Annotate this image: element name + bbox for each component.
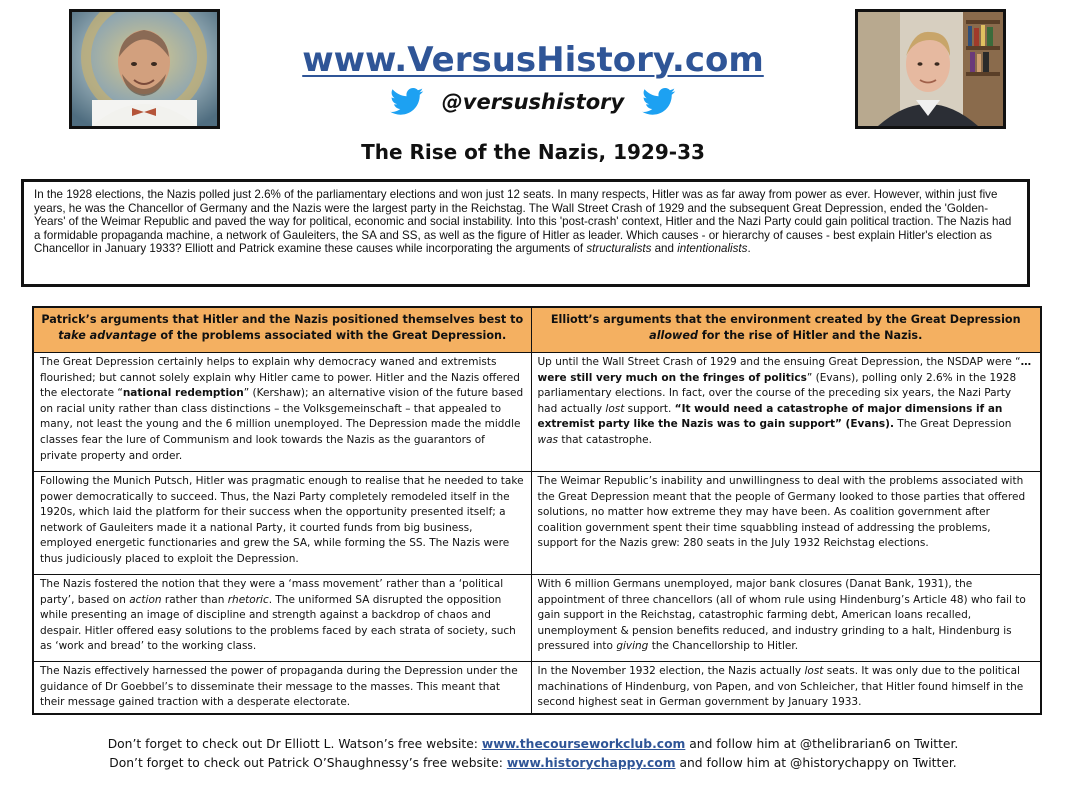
- e3-b: giving: [616, 640, 649, 653]
- header-patrick: [33, 307, 531, 353]
- intro-box: [21, 179, 1030, 287]
- p3-b: action: [129, 593, 162, 606]
- p3-e: . The uniformed SA disrupted the opposition while presenting an image of discipline and strength against a backdrop of chaos and despair. Hitler offered easy solutions to the problems faced by each strata of society, such as ‘work and bread’ to the working class.: [40, 593, 516, 653]
- patrick-argument-4: The Nazis effectively harnessed the power of propaganda during the Depression under the guidance of Dr Goebbel’s to disseminate their message to the masses. This meant that their message gained traction with a desperate electorate.: [33, 662, 531, 714]
- footer2-post: and follow him at @historychappy on Twitter.: [675, 756, 957, 770]
- page-title: The Rise of the Nazis, 1929-33: [361, 140, 705, 164]
- e1-c: ” (Evans), polling only 2.6% in the 1928 parliamentary elections. In fact, over the course of the preceding six years, the Nazi Party had actually: [537, 371, 1017, 415]
- p1-b: national redemption: [122, 387, 244, 400]
- intro-text: In the 1928 elections, the Nazis polled just 2.6% of the parliamentary elections and won just 12 seats. In many respects, Hitler was as far away from power as ever. However, within just five years, he was the Chancellor of Germany and the Nazis were the largest party in the Reichstag. The Wall Street Crash of 1929 and the subsequent Great Depression, ended the 'Golden-Years' of the Weimar Republic and paved the way for political, economic and social instability. Into this 'post-crash' context, Hitler and the Nazi Party could gain political traction. The Nazis had a formidable propaganda machine, a network of Gauleiters, the SA and SS, as well as the figure of Hitler as leader. Which causes - or hierarchy of causes - best explain Hitler's election as Chancellor in January 1933? Elliott and Patrick examine these causes while incorporating the arguments of: [34, 188, 1012, 256]
- e1-g: The Great Depression: [893, 418, 1012, 431]
- e1-f: “It would need a catastrophe of major dimensions if an extremist party like the Nazis was to gain support” (Evans).: [537, 402, 1003, 431]
- twitter-handle-row: [0, 88, 1066, 116]
- header-elliott-rest: for the rise of Hitler and the Nazis.: [697, 329, 923, 342]
- elliott-argument-3: [531, 575, 1041, 662]
- p3-d: rhetoric: [227, 593, 269, 606]
- twitter-bird-icon: [390, 88, 424, 116]
- elliott-argument-2: The Weimar Republic’s inability and unwillingness to deal with the problems associated with the Great Depression meant that the people of Germany looked to those parties that offered solutions, no matter how extreme they may have been. As coalition government after coalition government spent their time squabbling instead of addressing the problems, support for the Nazis grew: 280 seats in the July 1932 Reichstag elections.: [531, 472, 1041, 575]
- intro-text-between: and: [651, 242, 678, 256]
- e4-a: In the November 1932 election, the Nazis actually: [537, 665, 805, 677]
- site-title[interactable]: [0, 40, 1066, 80]
- p3-c: rather than: [161, 593, 228, 606]
- elliott-argument-4: [531, 662, 1041, 714]
- p1-a: The Great Depression certainly helps to explain why democracy waned and extremists flourished; but cannot solely explain why Hitler came to power. Hitler and the Nazis offered the electorate “: [40, 356, 520, 400]
- e3-a: With 6 million Germans unemployed, major bank closures (Danat Bank, 1931), the appointment of three chancellors (all of whom rule using Hindenburg’s Article 48) who fail to gain support in the Reichstag, catastrophic farming debt, American loans recalled, unemployment & pension benefits reduced, and industry grinding to a halt, Hindenburg is pressured into: [537, 578, 1026, 653]
- intro-text-end: .: [747, 242, 751, 256]
- e3-c: the Chancellorship to Hitler.: [648, 640, 799, 653]
- intro-em-intentionalists: intentionalists: [677, 242, 748, 256]
- e1-a: Up until the Wall Street Crash of 1929 and the ensuing Great Depression, the NSDAP were “: [537, 356, 1021, 368]
- header-patrick-line1: Patrick’s arguments that Hitler and the Nazis positioned themselves best to: [41, 313, 524, 326]
- site-title-text[interactable]: www.VersusHistory.com: [302, 40, 764, 80]
- footer1-pre: Don’t forget to check out Dr Elliott L. Watson’s free website:: [107, 737, 482, 751]
- table-row: [33, 472, 1041, 575]
- thecourseworkclub-link[interactable]: www.thecourseworkclub.com: [481, 737, 686, 751]
- header-patrick-em: take advantage: [58, 329, 157, 342]
- header-elliott-em: allowed: [649, 329, 698, 342]
- header-elliott-line1: Elliott’s arguments that the environment created by the Great Depression: [550, 313, 1021, 326]
- e4-c: seats. It was only due to the political machinations of Hindenburg, von Papen, and von Schleicher, that Hitler found himself in the second highest seat in German government by January 1933.: [537, 665, 1024, 709]
- patrick-argument-1: [33, 353, 531, 472]
- table-row: [33, 575, 1041, 662]
- p1-c: ” (Kershaw); an alternative vision of the future based on racial unity rather than class distinctions – the Volksgemeinschaft – that appealed to many, not least the young and the 6 million unemployed. The Depression made the middle classes fear the lure of Communism and look towards the Nazis as the guarantors of private property and order.: [40, 387, 524, 462]
- header-elliott: [531, 307, 1041, 353]
- table-row: [33, 662, 1041, 714]
- table-header-row: [33, 307, 1041, 353]
- twitter-bird-icon: [642, 88, 676, 116]
- e1-e: support.: [624, 402, 675, 415]
- e1-d: lost: [605, 402, 625, 415]
- table-row: [33, 353, 1041, 472]
- e1-i: that catastrophe.: [558, 433, 652, 446]
- patrick-argument-3: [33, 575, 531, 662]
- footer1-post: and follow him at @thelibrarian6 on Twitter.: [685, 737, 959, 751]
- intro-em-structuralists: structuralists: [586, 242, 652, 256]
- header-patrick-rest: of the problems associated with the Great Depression.: [156, 329, 507, 342]
- e4-b: lost: [804, 665, 824, 677]
- twitter-handle[interactable]: @versushistory: [441, 90, 625, 114]
- footer-line-elliott: [0, 737, 1066, 751]
- elliott-argument-1: [531, 353, 1041, 472]
- e1-h: was: [537, 433, 558, 446]
- patrick-argument-2: Following the Munich Putsch, Hitler was pragmatic enough to realise that he needed to take power democratically to succeed. Thus, the Nazi Party completely remodeled itself in the 1920s, which laid the platform for their success when the opportunity presented itself; a network of Gauleiters made it a national Party, it courted funds from big business, employed energetic functionaries and grew the SA, while forming the SS. The Nazis were thus judiciously placed to exploit the Depression.: [33, 472, 531, 575]
- footer2-pre: Don’t forget to check out Patrick O’Shaughnessy’s free website:: [109, 756, 507, 770]
- p3-a: The Nazis fostered the notion that they were a ‘mass movement’ rather than a ‘political party’, based on: [40, 578, 504, 606]
- footer-line-patrick: [0, 756, 1066, 770]
- arguments-table: [32, 306, 1042, 715]
- historychappy-link[interactable]: www.historychappy.com: [506, 756, 676, 770]
- e1-b: …were still very much on the fringes of politics: [537, 356, 1032, 384]
